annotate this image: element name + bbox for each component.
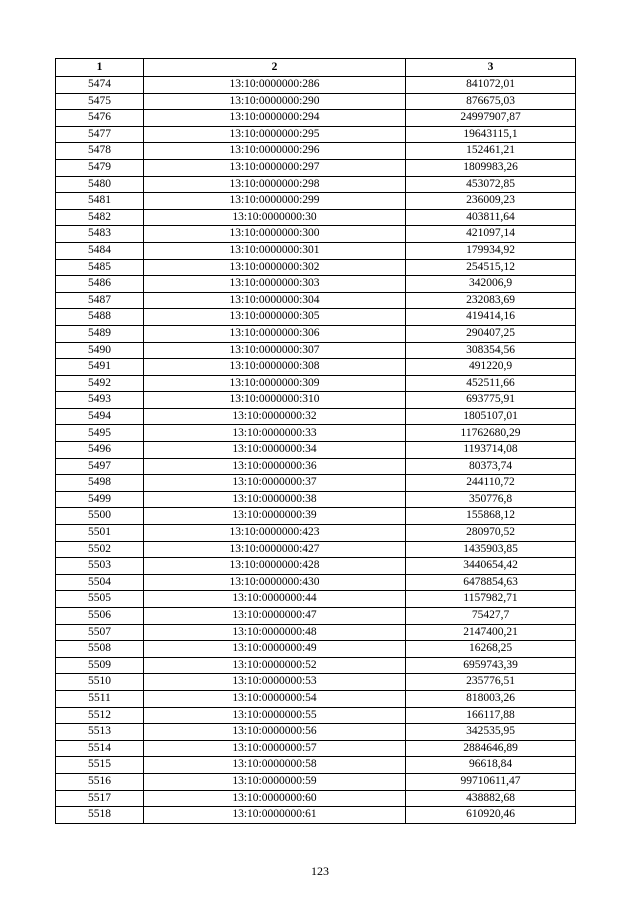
table-row (56, 359, 576, 376)
value-cell: 610920,46 (406, 807, 576, 824)
row-number-cell: 5508 (56, 641, 144, 658)
cadastral-number-cell: 13:10:0000000:297 (144, 159, 406, 176)
value-cell: 155868,12 (406, 508, 576, 525)
table-row (56, 209, 576, 226)
cadastral-number-cell: 13:10:0000000:37 (144, 475, 406, 492)
row-number-cell: 5515 (56, 757, 144, 774)
row-number-cell: 5513 (56, 724, 144, 741)
row-number-cell: 5505 (56, 591, 144, 608)
table-row (56, 574, 576, 591)
value-cell: 96618,84 (406, 757, 576, 774)
cadastral-number-cell: 13:10:0000000:52 (144, 657, 406, 674)
row-number-cell: 5482 (56, 209, 144, 226)
row-number-cell: 5509 (56, 657, 144, 674)
table-row (56, 757, 576, 774)
table-row (56, 657, 576, 674)
cadastral-number-cell: 13:10:0000000:307 (144, 342, 406, 359)
column-header-2: 2 (144, 59, 406, 77)
row-number-cell: 5488 (56, 309, 144, 326)
table-row (56, 392, 576, 409)
cadastral-number-cell: 13:10:0000000:296 (144, 143, 406, 160)
cadastral-number-cell: 13:10:0000000:55 (144, 707, 406, 724)
cadastral-number-cell: 13:10:0000000:428 (144, 558, 406, 575)
cadastral-number-cell: 13:10:0000000:286 (144, 77, 406, 94)
table-row (56, 143, 576, 160)
row-number-cell: 5518 (56, 807, 144, 824)
table-row (56, 591, 576, 608)
value-cell: 6478854,63 (406, 574, 576, 591)
value-cell: 841072,01 (406, 77, 576, 94)
row-number-cell: 5476 (56, 110, 144, 127)
value-cell: 2147400,21 (406, 624, 576, 641)
row-number-cell: 5514 (56, 740, 144, 757)
table-row (56, 226, 576, 243)
row-number-cell: 5517 (56, 790, 144, 807)
row-number-cell: 5507 (56, 624, 144, 641)
cadastral-number-cell: 13:10:0000000:34 (144, 442, 406, 459)
table-row (56, 242, 576, 259)
cadastral-number-cell: 13:10:0000000:295 (144, 126, 406, 143)
value-cell: 1435903,85 (406, 541, 576, 558)
row-number-cell: 5490 (56, 342, 144, 359)
cadastral-number-cell: 13:10:0000000:39 (144, 508, 406, 525)
cadastral-number-cell: 13:10:0000000:49 (144, 641, 406, 658)
table-row (56, 325, 576, 342)
table-row (56, 724, 576, 741)
cadastral-number-cell: 13:10:0000000:302 (144, 259, 406, 276)
row-number-cell: 5491 (56, 359, 144, 376)
value-cell: 3440654,42 (406, 558, 576, 575)
cadastral-number-cell: 13:10:0000000:301 (144, 242, 406, 259)
page-number: 123 (311, 864, 329, 878)
table-row (56, 159, 576, 176)
cadastral-number-cell: 13:10:0000000:32 (144, 408, 406, 425)
value-cell: 818003,26 (406, 690, 576, 707)
value-cell: 1157982,71 (406, 591, 576, 608)
table-row (56, 508, 576, 525)
value-cell: 280970,52 (406, 525, 576, 542)
row-number-cell: 5512 (56, 707, 144, 724)
cadastral-number-cell: 13:10:0000000:33 (144, 425, 406, 442)
value-cell: 1805107,01 (406, 408, 576, 425)
cadastral-number-cell: 13:10:0000000:56 (144, 724, 406, 741)
value-cell: 152461,21 (406, 143, 576, 160)
cadastral-number-cell: 13:10:0000000:306 (144, 325, 406, 342)
header-row (56, 59, 576, 77)
row-number-cell: 5516 (56, 773, 144, 790)
cadastral-number-cell: 13:10:0000000:36 (144, 458, 406, 475)
cadastral-number-cell: 13:10:0000000:54 (144, 690, 406, 707)
value-cell: 75427,7 (406, 608, 576, 625)
table-header (56, 59, 576, 77)
cadastral-number-cell: 13:10:0000000:53 (144, 674, 406, 691)
row-number-cell: 5485 (56, 259, 144, 276)
cadastral-number-cell: 13:10:0000000:57 (144, 740, 406, 757)
value-cell: 403811,64 (406, 209, 576, 226)
value-cell: 342006,9 (406, 276, 576, 293)
value-cell: 421097,14 (406, 226, 576, 243)
value-cell: 452511,66 (406, 375, 576, 392)
row-number-cell: 5493 (56, 392, 144, 409)
value-cell: 2884646,89 (406, 740, 576, 757)
table-row (56, 475, 576, 492)
cadastral-number-cell: 13:10:0000000:309 (144, 375, 406, 392)
row-number-cell: 5487 (56, 292, 144, 309)
row-number-cell: 5494 (56, 408, 144, 425)
cadastral-number-cell: 13:10:0000000:308 (144, 359, 406, 376)
cadastral-number-cell: 13:10:0000000:304 (144, 292, 406, 309)
value-cell: 693775,91 (406, 392, 576, 409)
table-row (56, 674, 576, 691)
row-number-cell: 5500 (56, 508, 144, 525)
row-number-cell: 5501 (56, 525, 144, 542)
value-cell: 254515,12 (406, 259, 576, 276)
table-row (56, 525, 576, 542)
cadastral-number-cell: 13:10:0000000:300 (144, 226, 406, 243)
table-body (56, 77, 576, 824)
value-cell: 419414,16 (406, 309, 576, 326)
row-number-cell: 5481 (56, 193, 144, 210)
row-number-cell: 5486 (56, 276, 144, 293)
value-cell: 6959743,39 (406, 657, 576, 674)
cadastral-number-cell: 13:10:0000000:60 (144, 790, 406, 807)
table-row (56, 110, 576, 127)
table-row (56, 93, 576, 110)
table-row (56, 624, 576, 641)
table-row (56, 740, 576, 757)
table-row (56, 690, 576, 707)
table-row (56, 375, 576, 392)
cadastral-number-cell: 13:10:0000000:38 (144, 491, 406, 508)
row-number-cell: 5478 (56, 143, 144, 160)
row-number-cell: 5483 (56, 226, 144, 243)
table-row (56, 558, 576, 575)
cadastral-number-cell: 13:10:0000000:48 (144, 624, 406, 641)
row-number-cell: 5474 (56, 77, 144, 94)
value-cell: 453072,85 (406, 176, 576, 193)
column-header-3: 3 (406, 59, 576, 77)
row-number-cell: 5475 (56, 93, 144, 110)
cadastral-number-cell: 13:10:0000000:61 (144, 807, 406, 824)
value-cell: 166117,88 (406, 707, 576, 724)
table-row (56, 276, 576, 293)
row-number-cell: 5504 (56, 574, 144, 591)
value-cell: 244110,72 (406, 475, 576, 492)
value-cell: 16268,25 (406, 641, 576, 658)
column-header-1: 1 (56, 59, 144, 77)
cadastral-number-cell: 13:10:0000000:310 (144, 392, 406, 409)
row-number-cell: 5477 (56, 126, 144, 143)
table-row (56, 790, 576, 807)
row-number-cell: 5480 (56, 176, 144, 193)
cadastral-number-cell: 13:10:0000000:47 (144, 608, 406, 625)
table-row (56, 77, 576, 94)
table-row (56, 292, 576, 309)
value-cell: 179934,92 (406, 242, 576, 259)
table-row (56, 807, 576, 824)
cadastral-number-cell: 13:10:0000000:298 (144, 176, 406, 193)
value-cell: 876675,03 (406, 93, 576, 110)
cadastral-number-cell: 13:10:0000000:427 (144, 541, 406, 558)
value-cell: 19643115,1 (406, 126, 576, 143)
row-number-cell: 5484 (56, 242, 144, 259)
row-number-cell: 5506 (56, 608, 144, 625)
table-row (56, 259, 576, 276)
value-cell: 80373,74 (406, 458, 576, 475)
cadastral-number-cell: 13:10:0000000:59 (144, 773, 406, 790)
cadastral-number-cell: 13:10:0000000:303 (144, 276, 406, 293)
row-number-cell: 5498 (56, 475, 144, 492)
cadastral-number-cell: 13:10:0000000:290 (144, 93, 406, 110)
value-cell: 438882,68 (406, 790, 576, 807)
value-cell: 308354,56 (406, 342, 576, 359)
data-table (55, 58, 576, 824)
table-row (56, 126, 576, 143)
value-cell: 350776,8 (406, 491, 576, 508)
row-number-cell: 5492 (56, 375, 144, 392)
cadastral-number-cell: 13:10:0000000:305 (144, 309, 406, 326)
value-cell: 491220,9 (406, 359, 576, 376)
table-row (56, 608, 576, 625)
value-cell: 11762680,29 (406, 425, 576, 442)
table-row (56, 773, 576, 790)
value-cell: 24997907,87 (406, 110, 576, 127)
table-row (56, 458, 576, 475)
table-row (56, 707, 576, 724)
cadastral-number-cell: 13:10:0000000:44 (144, 591, 406, 608)
row-number-cell: 5510 (56, 674, 144, 691)
row-number-cell: 5502 (56, 541, 144, 558)
row-number-cell: 5499 (56, 491, 144, 508)
table-row (56, 309, 576, 326)
table-row (56, 442, 576, 459)
table-row (56, 491, 576, 508)
table-row (56, 641, 576, 658)
row-number-cell: 5511 (56, 690, 144, 707)
table-row (56, 541, 576, 558)
table-row (56, 408, 576, 425)
row-number-cell: 5497 (56, 458, 144, 475)
cadastral-number-cell: 13:10:0000000:430 (144, 574, 406, 591)
row-number-cell: 5489 (56, 325, 144, 342)
cadastral-number-cell: 13:10:0000000:30 (144, 209, 406, 226)
table-row (56, 425, 576, 442)
table-row (56, 342, 576, 359)
value-cell: 232083,69 (406, 292, 576, 309)
cadastral-number-cell: 13:10:0000000:294 (144, 110, 406, 127)
cadastral-number-cell: 13:10:0000000:58 (144, 757, 406, 774)
table-row (56, 193, 576, 210)
value-cell: 235776,51 (406, 674, 576, 691)
value-cell: 342535,95 (406, 724, 576, 741)
table-row (56, 176, 576, 193)
row-number-cell: 5503 (56, 558, 144, 575)
row-number-cell: 5479 (56, 159, 144, 176)
value-cell: 1809983,26 (406, 159, 576, 176)
value-cell: 1193714,08 (406, 442, 576, 459)
value-cell: 236009,23 (406, 193, 576, 210)
cadastral-number-cell: 13:10:0000000:423 (144, 525, 406, 542)
row-number-cell: 5495 (56, 425, 144, 442)
cadastral-number-cell: 13:10:0000000:299 (144, 193, 406, 210)
value-cell: 290407,25 (406, 325, 576, 342)
value-cell: 99710611,47 (406, 773, 576, 790)
row-number-cell: 5496 (56, 442, 144, 459)
